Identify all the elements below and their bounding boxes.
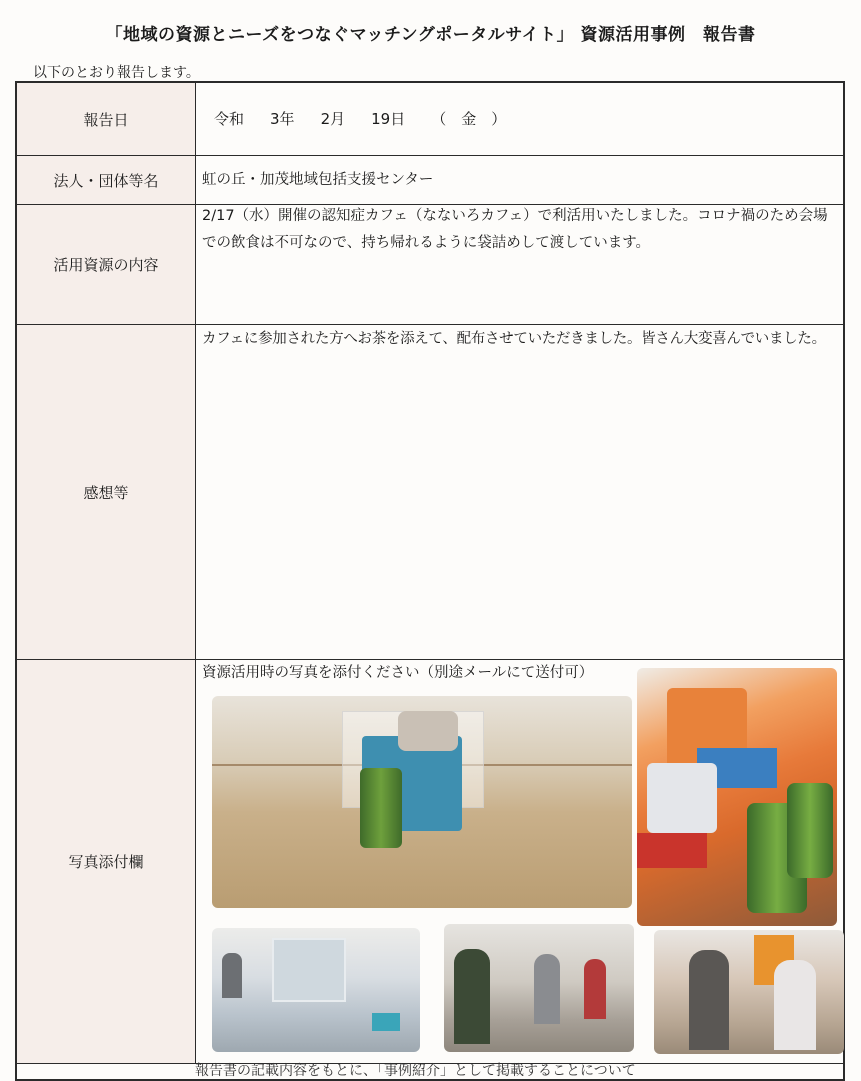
row-photos [17,660,843,1064]
date-year: 3年 [270,109,295,128]
label-photos: 写真添付欄 [17,660,196,1063]
intro-text: 以下のとおり報告します。 [33,65,200,81]
row-usage [17,205,843,325]
document-title: 「地域の資源とニーズをつなぐマッチングポータルサイト」 資源活用事例 報告書 [105,25,756,45]
label-impressions: 感想等 [17,325,196,659]
footer-partial-text: 報告書の記載内容をもとに、「事例紹介」として掲載することについて [195,1063,636,1079]
value-report-date [202,83,835,155]
value-usage: 2/17（水）開催の認知症カフェ（なないろカフェ）で利活用いたしました。コロナ禍のため会場での飲食は不可なので、持ち帰れるように袋詰めして渡しています。 [202,208,828,251]
photo-instruction: 資源活用時の写真を添付ください（別途メールにて送付可） [202,665,594,681]
date-month: 2月 [320,109,346,128]
photo-cafe-room [212,928,420,1052]
label-report-date: 報告日 [17,83,196,155]
report-form [15,81,845,1081]
date-day: 19日 [371,109,406,128]
row-impressions [17,325,843,660]
label-usage: 活用資源の内容 [17,205,196,324]
value-impressions: カフェに参加された方へお茶を添えて、配布させていただきました。皆さん大変喜んでいました。 [202,331,826,347]
row-organization [17,156,843,205]
value-organization: 虹の丘・加茂地域包括支援センター [202,171,434,188]
date-era: 令和 [214,109,245,128]
photo-gift-bag-on-table [212,696,632,908]
photo-participants-2 [654,930,844,1054]
label-organization: 法人・団体等名 [17,156,196,204]
row-report-date [17,83,843,156]
photo-gift-items [637,668,837,926]
photo-participants-1 [444,924,634,1052]
date-weekday: （ 金 ） [431,109,507,128]
